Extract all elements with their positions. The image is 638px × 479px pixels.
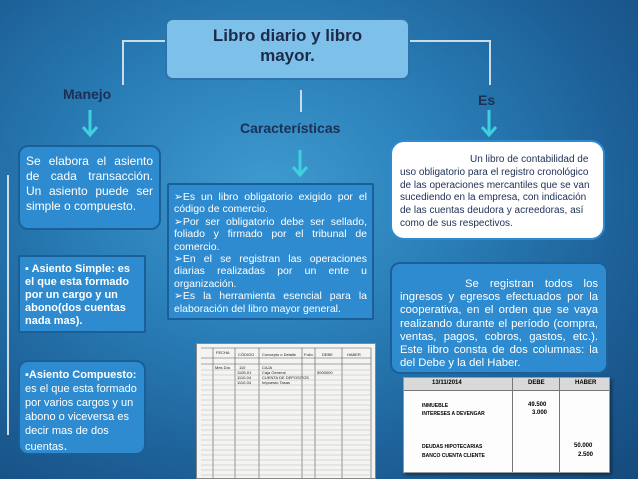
mayor-row-value: 2.500 xyxy=(578,452,594,458)
caracteristica-item: ➢Es un libro obligatorio exigido por el código de comercio. xyxy=(174,191,367,216)
caracteristica-item: ➢En el se registran las operaciones diarias realizadas por un ente u organización. xyxy=(174,253,367,290)
ledger-cell: Impuesto Tasas xyxy=(262,380,290,385)
label-caracteristicas: Características xyxy=(240,120,341,136)
registro-text: Se registran todos los ingresos y egresos efectuados por la cooperativa, en el orden que se vaya realizando durante el período (compra, ventas, pagos, cobros, gastos, etc.). Este libro consta de dos columnas: la del Debe y la del Haber. xyxy=(400,278,598,370)
ledger-header-debe: DEBE xyxy=(322,352,333,357)
connector-right-h xyxy=(410,40,490,42)
ledger-cell: 110 xyxy=(239,365,246,370)
ledger-grid xyxy=(197,344,375,478)
ledger-header-haber: HABER xyxy=(347,352,361,357)
ledger-cell: CAJA xyxy=(262,365,273,370)
mayor-row-label: DEUDAS HIPOTECARIAS xyxy=(422,444,483,450)
ledger-cell: CUENTA DE DEPOSITOS xyxy=(262,375,309,380)
asiento-compuesto-text: es el que esta formado por varios cargos y un abono o viceversa es decir mas de dos cuentas xyxy=(25,383,137,453)
connector-center-v xyxy=(300,90,302,112)
definicion-box xyxy=(390,140,605,240)
label-manejo: Manejo xyxy=(63,86,112,102)
arrow-down-icon xyxy=(291,150,309,178)
libro-mayor-image xyxy=(403,377,610,473)
mayor-row-label: INMUEBLE xyxy=(422,403,449,409)
definicion-text: Un libro de contabilidad de uso obligatorio para el registro cronológico de las operaciones mercantiles que se van sucediendo en la empresa, con indicación de las cuentas deudora y acreedoras, así como de sus respectivos. xyxy=(400,154,590,229)
ledger-cell: 5000000 xyxy=(317,370,333,375)
arrow-down-icon xyxy=(81,110,99,138)
mayor-date: 13/11/2014 xyxy=(432,380,462,386)
title-line1: Libro diario y libro xyxy=(212,26,363,45)
mayor-haber-header: HABER xyxy=(575,380,597,386)
mayor-row-value: 50.000 xyxy=(574,443,593,449)
title-line2: mayor. xyxy=(260,46,315,65)
ledger-cell: 1105-01 xyxy=(237,370,252,375)
mayor-row-label: BANCO CUENTA CLIENTE xyxy=(422,453,485,459)
connector-left-v xyxy=(122,40,124,85)
connector-right-v xyxy=(489,40,491,85)
ledger-header-concepto: Concepto o Detalle xyxy=(262,352,297,357)
mayor-row-value: 49.500 xyxy=(528,402,547,408)
mayor-row-value: 3.000 xyxy=(532,410,548,416)
registro-box xyxy=(390,262,608,374)
asiento-simple-box: ▪ Asiento Simple: es el que esta formado por un cargo y un abono(dos cuentas nada mas). xyxy=(18,255,146,333)
connector-left-h xyxy=(122,40,165,42)
caracteristicas-box xyxy=(167,183,374,320)
main-title-box xyxy=(165,18,410,80)
ledger-header-folio: Folio xyxy=(304,352,313,357)
asiento-compuesto-box: ▪Asiento Compuesto: es el que esta formado por varios cargos y un abono o viceversa es decir mas de dos cuentas. xyxy=(18,360,146,455)
caracteristica-item: ➢Es la herramienta esencial para la elaboración del libro mayor general. xyxy=(174,290,367,315)
ledger-cell: 1110-04 xyxy=(237,380,252,385)
libro-diario-image xyxy=(196,343,376,479)
arrow-down-icon xyxy=(480,110,498,138)
ledger-cell: Caja General xyxy=(262,370,286,375)
ledger-header-codigo: CÓDIGO xyxy=(238,352,255,357)
manejo-text: Se elabora el asiento de cada transacción. Un asiento puede ser simple o compuesto. xyxy=(26,154,153,213)
mayor-debe-header: DEBE xyxy=(528,380,545,386)
connector-left-side xyxy=(7,175,9,435)
manejo-box xyxy=(18,145,161,230)
asiento-compuesto-title: Asiento Compuesto: xyxy=(28,369,137,381)
ledger-header-fecha: FECHA xyxy=(216,350,230,355)
ledger-cell: 1110-04 xyxy=(237,375,252,380)
caracteristica-item: ➢Por ser obligatorio debe ser sellado, foliado y firmado por el tribunal de comercio. xyxy=(174,215,367,253)
asiento-simple-text: Asiento Simple: es el que esta formado por un cargo y un abono(dos cuentas nada mas). xyxy=(25,263,130,327)
label-es: Es xyxy=(478,92,496,108)
ledger-cell: Mes Día xyxy=(215,365,230,370)
mayor-row-label: INTERESES A DEVENGAR xyxy=(422,411,485,417)
